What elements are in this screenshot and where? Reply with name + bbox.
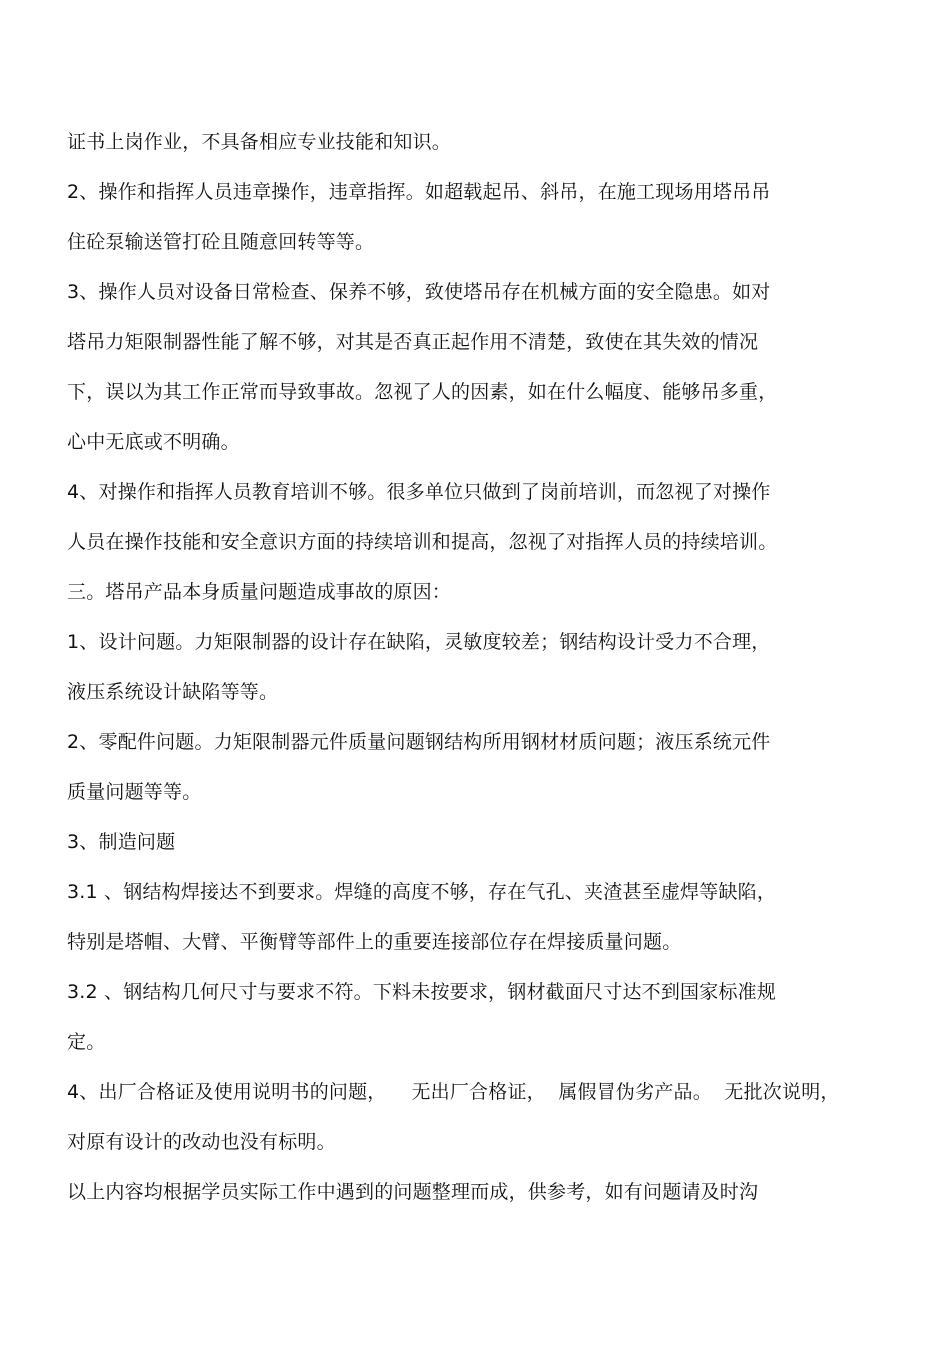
text-line: 3.1 、钢结构焊接达不到要求。焊缝的高度不够，存在气孔、夹渣甚至虚焊等缺陷， (67, 881, 777, 903)
text-line: 下，误以为其工作正常而导致事故。忽视了人的因素，如在什么幅度、能够吊多重， (67, 381, 778, 403)
text-line: 心中无底或不明确。 (67, 431, 240, 453)
text-line: 3、操作人员对设备日常检查、保养不够，致使塔吊存在机械方面的安全隐患。如对 (67, 281, 771, 303)
text-line: 质量问题等等。 (67, 781, 202, 803)
text-line: 4、出厂合格证及使用说明书的问题， 无出厂合格证， 属假冒伪劣产品。 无批次说明， (67, 1081, 840, 1103)
text-line: 以上内容均根据学员实际工作中遇到的问题整理而成，供参考，如有问题请及时沟 (67, 1181, 759, 1203)
text-line: 2、零配件问题。力矩限制器元件质量问题钢结构所用钢材材质问题；液压系统元件 (67, 731, 771, 753)
text-line: 住砼泵输送管打砼且随意回转等等。 (67, 231, 375, 253)
text-line: 2、操作和指挥人员违章操作，违章指挥。如超载起吊、斜吊，在施工现场用塔吊吊 (67, 181, 771, 203)
text-line: 3、制造问题 (67, 831, 176, 853)
section-heading: 三。塔吊产品本身质量问题造成事故的原因： (67, 581, 452, 603)
text-line: 3.2 、钢结构几何尺寸与要求不符。下料未按要求，钢材截面尺寸达不到国家标准规 (67, 981, 777, 1003)
text-line: 对原有设计的改动也没有标明。 (67, 1131, 336, 1153)
text-line: 证书上岗作业，不具备相应专业技能和知识。 (67, 131, 452, 153)
text-line: 塔吊力矩限制器性能了解不够，对其是否真正起作用不清楚，致使在其失效的情况 (67, 331, 759, 353)
text-line: 定。 (67, 1031, 106, 1053)
text-line: 1、设计问题。力矩限制器的设计存在缺陷，灵敏度较差；钢结构设计受力不合理， (67, 631, 771, 653)
text-line: 液压系统设计缺陷等等。 (67, 681, 279, 703)
text-line: 特别是塔帽、大臂、平衡臂等部件上的重要连接部位存在焊接质量问题。 (67, 931, 682, 953)
text-line: 人员在操作技能和安全意识方面的持续培训和提高，忽视了对指挥人员的持续培训。 (67, 531, 778, 553)
text-line: 4、对操作和指挥人员教育培训不够。很多单位只做到了岗前培训，而忽视了对操作 (67, 481, 771, 503)
